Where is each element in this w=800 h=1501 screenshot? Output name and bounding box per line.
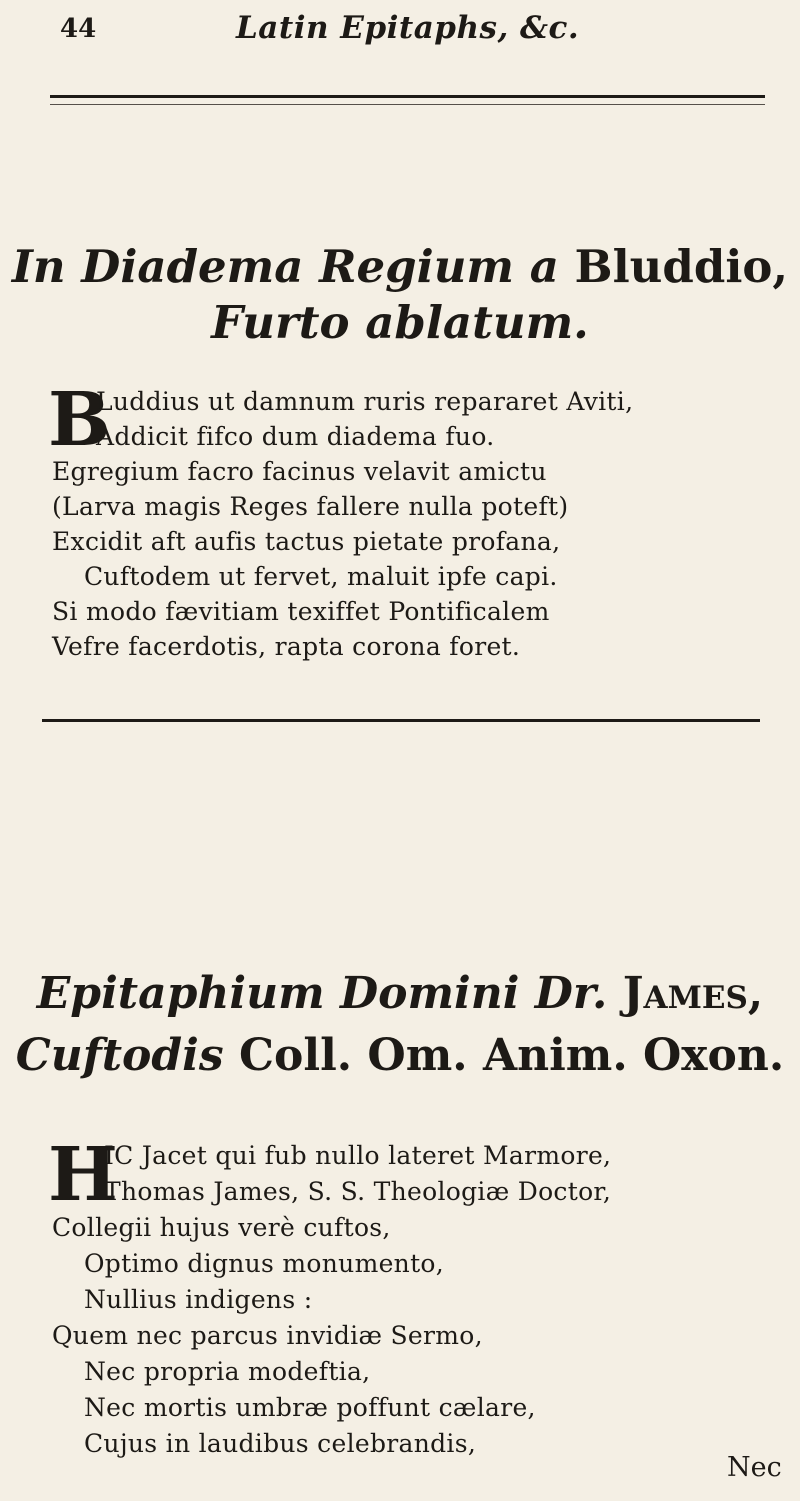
poem2-line: Nec propria modeftia, (84, 1357, 371, 1386)
poem2-line: Thomas James, S. S. Theologiæ Doctor, (104, 1177, 612, 1206)
poem2-line: Collegii hujus verè cuftos, (52, 1213, 391, 1242)
poem1-title-line1 (0, 240, 800, 293)
page-header (0, 8, 800, 48)
poem1-line: Addicit fifco dum diadema fuo. (96, 422, 495, 451)
poem2-title-italic: Epitaphium Domini Dr. (36, 968, 608, 1019)
poem1-line: (Larva magis Reges fallere nulla poteft) (52, 492, 569, 521)
poem1-line: Cuftodem ut fervet, maluit ipfe capi. (84, 562, 558, 591)
header-rule (50, 95, 765, 98)
running-head: Latin Epitaphs, &c. (236, 10, 580, 46)
poem1-title-roman: Bluddio, (574, 240, 789, 293)
header-rule-thin (50, 104, 765, 105)
poem1-line: Excidit aft aufis tactus pietate profana, (52, 527, 561, 556)
poem1-title-line2: Furto ablatum. (211, 296, 589, 349)
section-divider (42, 719, 760, 722)
poem2-title-college: Coll. Om. Anim. Oxon. (238, 1030, 785, 1081)
poem2-title-name: James, (622, 968, 764, 1019)
catchword: Nec (727, 1452, 782, 1483)
poem2-line: Quem nec parcus invidiæ Sermo, (52, 1321, 483, 1350)
poem1-line: Vefre facerdotis, rapta corona foret. (52, 632, 521, 661)
poem2-dropcap: H (48, 1132, 118, 1218)
poem2-line: Optimo dignus monumento, (84, 1249, 445, 1278)
poem2-line: Cujus in laudibus celebrandis, (84, 1429, 477, 1458)
poem2-title-custodis: Cuftodis (15, 1030, 224, 1081)
poem1-line: Egregium facro facinus velavit amictu (52, 457, 547, 486)
page-number: 44 (60, 14, 97, 44)
poem2-line: Nec mortis umbræ poffunt cælare, (84, 1393, 536, 1422)
poem2-title-line2 (0, 1030, 800, 1081)
poem2-line: IC Jacet qui fub nullo lateret Marmore, (104, 1141, 612, 1170)
poem2-line: Nullius indigens : (84, 1285, 313, 1314)
poem1-dropcap: B (48, 377, 111, 463)
poem1-title-italic: In Diadema Regium a (11, 240, 559, 293)
poem1-line: Si modo fævitiam texiffet Pontificalem (52, 597, 550, 626)
poem1-line: Luddius ut damnum ruris repararet Aviti, (96, 387, 634, 416)
poem2-title-line1 (0, 968, 800, 1019)
